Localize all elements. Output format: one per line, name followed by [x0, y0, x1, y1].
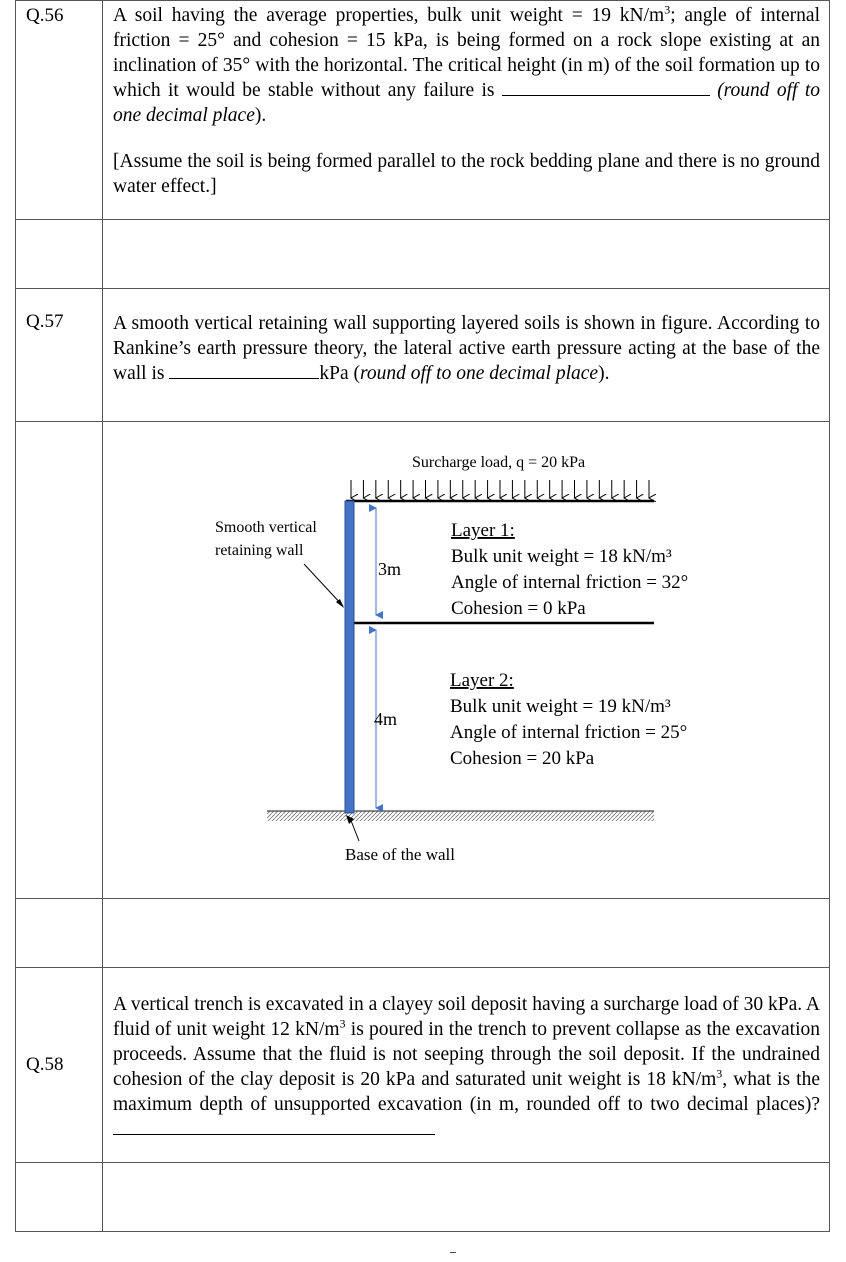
- assumption-note: [Assume the soil is being formed parallel to the rock bedding plane and there is no ground water effect.]: [113, 151, 820, 197]
- question-row-57: [16, 289, 830, 422]
- question-row-58: [16, 968, 830, 1163]
- layer-1-cohesion: Cohesion = 0 kPa: [451, 598, 586, 619]
- base-label: Base of the wall: [345, 845, 455, 864]
- wall-pointer-line: [304, 564, 343, 606]
- question-number: Q.56: [16, 1, 103, 220]
- question-text: [103, 968, 830, 1163]
- empty-row: [16, 899, 830, 968]
- page-footer-mark: [450, 1252, 456, 1253]
- wall-label: retaining wall: [215, 542, 304, 559]
- surcharge-label: Surcharge load, q = 20 kPa: [412, 454, 586, 471]
- question-text: [103, 289, 830, 422]
- layer-2-friction: Angle of internal friction = 25°: [450, 722, 688, 743]
- layer-2-properties: [450, 670, 687, 769]
- wall-label: Smooth vertical: [215, 519, 317, 536]
- dimension-4m: 4m: [374, 709, 398, 729]
- dimension-3m: 3m: [378, 559, 402, 579]
- question-table: [15, 0, 830, 1232]
- figure-row: [16, 422, 830, 899]
- question-body: A soil having the average properties, bulk unit weight = 19 $kN/m^3$; angle of internal friction = 25° and cohesion = 15 kPa, is being formed on a rock slope existing at an inclination of 35° with the horizontal. The critical height (in m) of the soil formation up to which it would be stable without any failure is (round off to one decimal place).: [113, 2, 820, 126]
- answer-blank: [169, 362, 319, 379]
- retaining-wall-figure: [103, 422, 841, 898]
- layer-2-cohesion: Cohesion = 20 kPa: [450, 748, 595, 769]
- layer-1-friction: Angle of internal friction = 32°: [451, 572, 689, 593]
- question-body: A smooth vertical retaining wall supporting layered soils is shown in figure. According to Rankine’s earth pressure theory, the lateral active earth pressure acting at the base of the wall is kPa (round off to one decimal place).: [113, 313, 820, 384]
- ground-base: [267, 811, 654, 821]
- layer-1-properties: [451, 520, 688, 619]
- question-number: Q.58: [16, 968, 103, 1163]
- layer-1-unit-weight: Bulk unit weight = 18 kN/m³: [451, 546, 672, 567]
- empty-row: [16, 1163, 830, 1232]
- question-number: Q.57: [16, 289, 103, 422]
- layer-2-title: Layer 2:: [450, 670, 514, 691]
- answer-blank: [502, 79, 710, 96]
- surcharge-arrows: [351, 480, 649, 498]
- question-body: A vertical trench is excavated in a clayey soil deposit having a surcharge load of 30 kPa. A fluid of unit weight 12 $kN/m^3$ is poured in the trench to prevent collapse as the excavation proceeds. Assume that the fluid is not seeping through the soil deposit. If the undrained cohesion of the clay deposit is 20 kPa and saturated unit weight is 18 $kN/m^3$, what is the maximum depth of unsupported excavation (in m, rounded off to two decimal places)?: [113, 992, 820, 1142]
- layer-2-unit-weight: Bulk unit weight = 19 kN/m³: [450, 696, 671, 717]
- figure-cell: [103, 422, 830, 899]
- answer-blank: [113, 1118, 435, 1135]
- question-text: [103, 1, 830, 220]
- layer-1-title: Layer 1:: [451, 520, 515, 541]
- empty-row: [16, 220, 830, 289]
- retaining-wall: [345, 501, 354, 813]
- question-row-56: [16, 1, 830, 220]
